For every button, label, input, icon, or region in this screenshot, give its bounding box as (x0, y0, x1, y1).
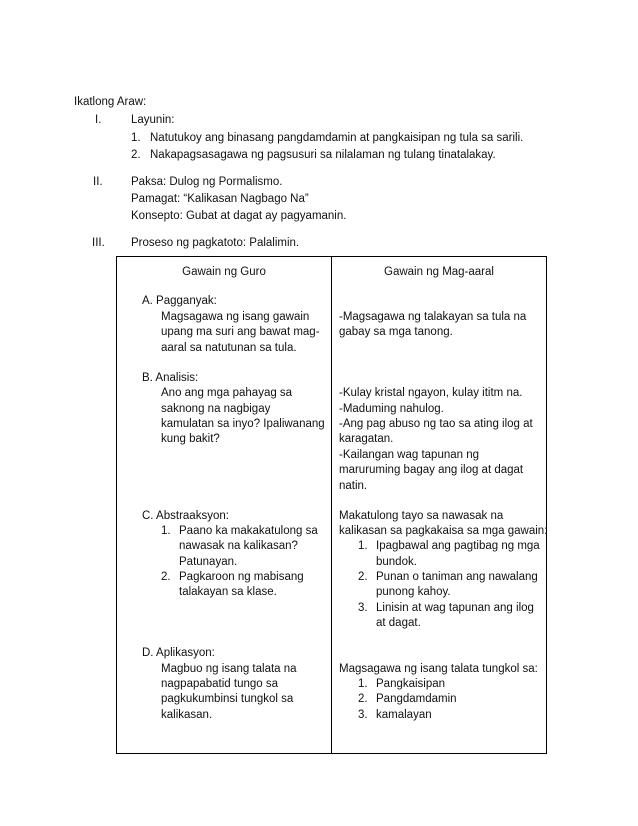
teacher-step-b-text: kamulatan sa inyo? Ipaliwanang (161, 418, 325, 430)
student-list-text: Pangdamdamin (376, 693, 457, 705)
student-response-b: -Kailangan wag tapunan ng (339, 449, 480, 461)
student-action-text: Ipagbawal ang pagtibag ng mga (376, 540, 540, 552)
teacher-step-b-text: saknong na nagbigay (161, 403, 271, 415)
teacher-step-a-text: upang ma suri ang bawat mag- (161, 326, 320, 338)
teacher-step-b-label: B. Analisis: (142, 372, 199, 384)
section-three-number: III. (92, 237, 105, 249)
student-list-number: 1. (358, 678, 368, 690)
objective-text: Natutukoy ang binasang pangdamdamin at pangkaisipan ng tula sa sarili. (150, 132, 524, 144)
student-response-a: gabay sa mga tanong. (339, 326, 453, 338)
objective-number: 2. (131, 149, 141, 161)
section-two-number: II. (93, 176, 103, 188)
student-response-b: natin. (339, 480, 368, 492)
student-column-header: Gawain ng Mag-aaral (384, 266, 494, 278)
teacher-question-text: Paano ka makakatulong sa (179, 525, 318, 537)
teacher-column-header: Gawain ng Guro (182, 266, 266, 278)
teacher-step-c-label: C. Abstraaksyon: (142, 510, 229, 522)
teacher-question-number: 1. (161, 525, 171, 537)
teacher-question-text: Patunayan. (179, 556, 238, 568)
teacher-step-d-text: pagkukumbinsi tungkol sa (161, 693, 294, 705)
section-one-number: I. (95, 114, 102, 126)
student-response-b: -Kulay kristal ngayon, kulay ititm na. (339, 387, 523, 399)
objective-number: 1. (131, 132, 141, 144)
title-line: Pamagat: “Kalikasan Nagbago Na” (131, 193, 309, 205)
teacher-step-a-label: A. Pagganyak: (142, 295, 217, 307)
student-response-b: -Ang pag abuso ng tao sa ating ilog at (339, 418, 533, 430)
teacher-question-number: 2. (161, 571, 171, 583)
topic-line: Paksa: Dulog ng Pormalismo. (131, 176, 283, 188)
teacher-question-text: nawasak na kalikasan? (179, 540, 298, 552)
student-list-number: 3. (358, 709, 368, 721)
section-three-label: Proseso ng pagkatoto: Palalimin. (131, 237, 300, 249)
student-list-number: 2. (358, 693, 368, 705)
student-action-text: Linisin at wag tapunan ang ilog (376, 602, 534, 614)
student-action-text: punong kahoy. (376, 586, 451, 598)
student-response-b: -Maduming nahulog. (339, 403, 444, 415)
teacher-step-d-label: D. Aplikasyon: (142, 647, 215, 659)
student-action-text: Punan o taniman ang nawalang (376, 571, 538, 583)
teacher-step-a-text: aaral sa natutunan sa tula. (161, 342, 297, 354)
day-heading: Ikatlong Araw: (74, 96, 147, 108)
teacher-step-b-text: kung bakit? (161, 433, 220, 445)
objective-text: Nakapagsasagawa ng pagsusuri sa nilalaman ng tulang tinatalakay. (150, 149, 496, 161)
student-response-b: karagatan. (339, 433, 394, 445)
teacher-step-d-text: Magbuo ng isang talata na (161, 663, 297, 675)
student-list-text: kamalayan (376, 709, 432, 721)
student-action-number: 1. (358, 540, 368, 552)
teacher-step-d-text: nagpapabatid tungo sa (161, 678, 279, 690)
student-response-c-intro: Makatulong tayo sa nawasak na (339, 510, 504, 522)
student-response-c-intro: kalikasan sa pagkakaisa sa mga gawain: (339, 525, 548, 537)
section-one-label: Layunin: (131, 114, 175, 126)
concept-line: Konsepto: Gubat at dagat ay pagyamanin. (131, 210, 347, 222)
student-list-text: Pangkaisipan (376, 678, 446, 690)
teacher-step-b-text: Ano ang mga pahayag sa (161, 387, 293, 399)
student-action-text: at dagat. (376, 617, 421, 629)
teacher-step-a-text: Magsagawa ng isang gawain (161, 311, 310, 323)
teacher-question-text: talakayan sa klase. (179, 586, 277, 598)
teacher-question-text: Pagkaroon ng mabisang (179, 571, 304, 583)
student-response-d-intro: Magsagawa ng isang talata tungkol sa: (339, 663, 538, 675)
teacher-step-d-text: kalikasan. (161, 709, 213, 721)
student-response-a: -Magsagawa ng talakayan sa tula na (339, 311, 527, 323)
student-response-b: maruruming bagay ang ilog at dagat (339, 464, 524, 476)
student-action-number: 2. (358, 571, 368, 583)
student-action-text: bundok. (376, 556, 417, 568)
student-action-number: 3. (358, 602, 368, 614)
